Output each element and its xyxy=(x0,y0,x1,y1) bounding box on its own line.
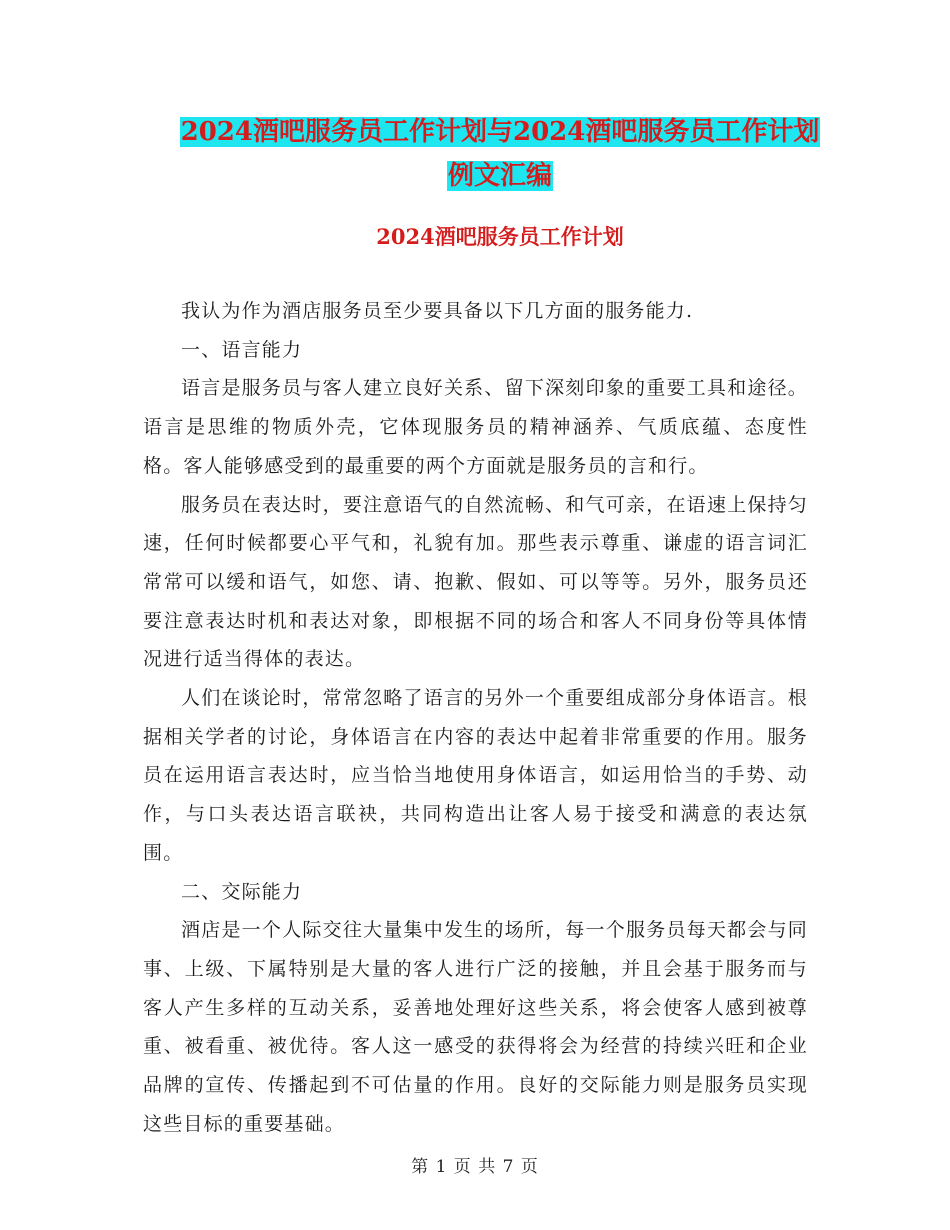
heading-language-ability: 一、语言能力 xyxy=(181,338,303,361)
paragraph-language-3: 人们在谈论时，常常忽略了语言的另外一个重要组成部分身体语言。根据相关学者的讨论，身体语言在内容的表达中起着非常重要的作用。服务员在运用语言表达时，应当恰当地使用身体语言，如运用恰当的手势、动作，与口头表达语言联袂，共同构造出让客人易于接受和满意的表达氛围。 xyxy=(143,687,808,864)
document-title-line-2 xyxy=(140,154,860,198)
document-title-line-1 xyxy=(140,110,860,154)
paragraph-language-2: 服务员在表达时，要注意语气的自然流畅、和气可亲，在语速上保持匀速，任何时候都要心平气和，礼貌有加。那些表示尊重、谦虚的语言词汇常常可以缓和语气，如您、请、抱歉、假如、可以等等。另外，服务员还要注意表达时机和表达对象，即根据不同的场合和客人不同身份等具体情况进行适当得体的表达。 xyxy=(143,493,808,671)
paragraph-language-1: 语言是服务员与客人建立良好关系、留下深刻印象的重要工具和途径。语言是思维的物质外壳，它体现服务员的精神涵养、气质底蕴、态度性格。客人能够感受到的最重要的两个方面就是服务员的言和行。 xyxy=(143,377,808,477)
paragraph-communication-1: 酒店是一个人际交往大量集中发生的场所，每一个服务员每天都会与同事、上级、下属特别是大量的客人进行广泛的接触，并且会基于服务而与客人产生多样的互动关系，妥善地处理好这些关系，将会使客人感到被尊重、被看重、被优待。客人这一感受的获得将会为经营的持续兴旺和企业品牌的宣传、传播起到不可估量的作用。良好的交际能力则是服务员实现这些目标的重要基础。 xyxy=(143,919,808,1135)
document-body xyxy=(143,292,808,1143)
section-title: 2024酒吧服务员工作计划 xyxy=(376,224,624,249)
document-title-text-2: 例文汇编 xyxy=(447,161,552,191)
page-footer: 第 1 页 共 7 页 xyxy=(411,1157,539,1177)
document-title-text-1: 2024酒吧服务员工作计划与2024酒吧服务员工作计划 xyxy=(180,117,820,147)
heading-communication-ability: 二、交际能力 xyxy=(181,880,303,903)
paragraph-intro: 我认为作为酒店服务员至少要具备以下几方面的服务能力. xyxy=(181,300,694,322)
